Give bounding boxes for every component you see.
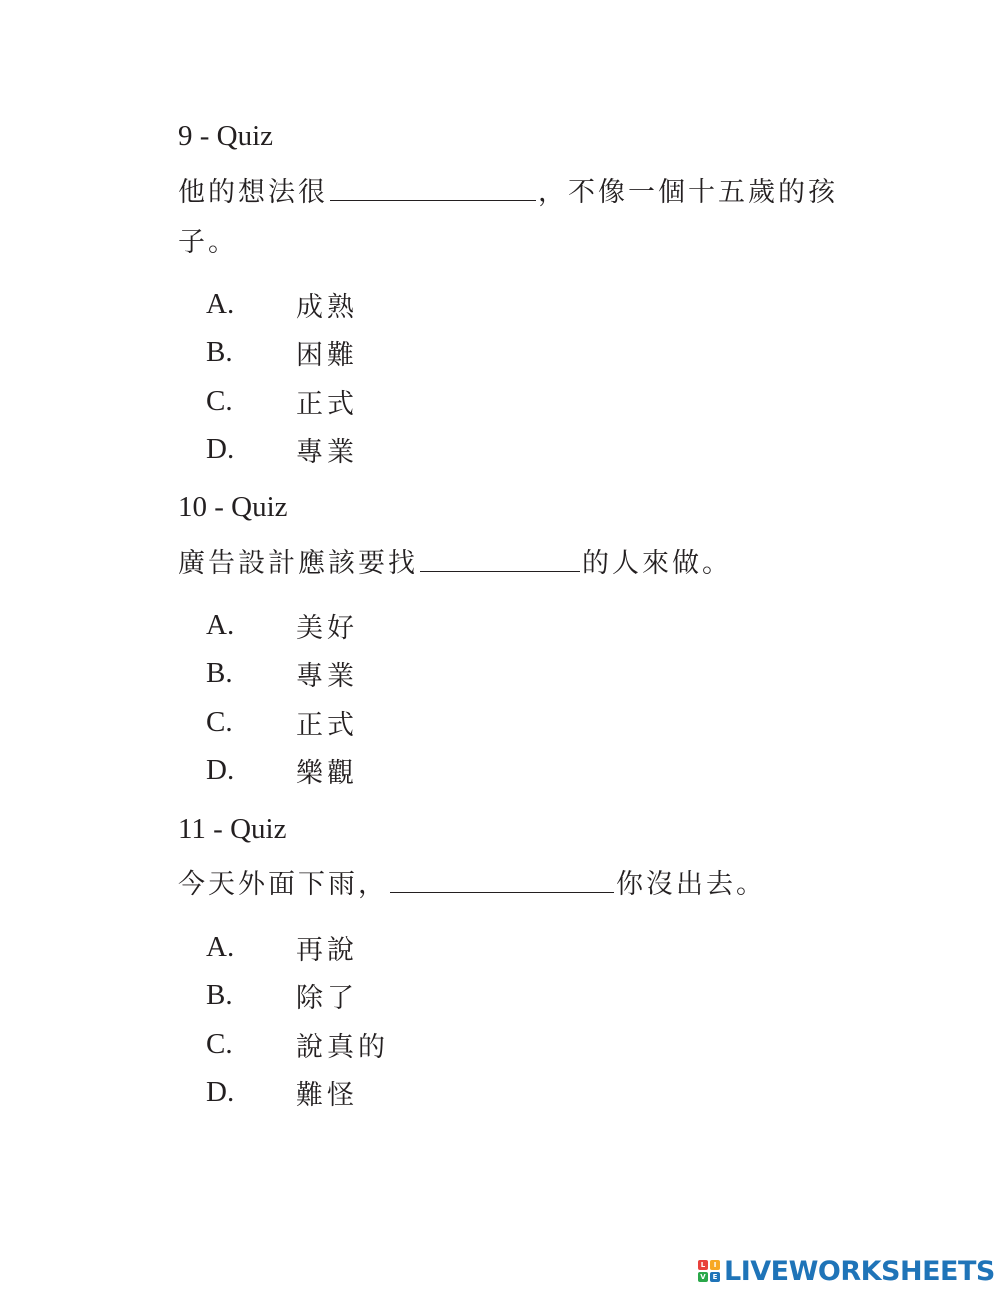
question-10-text — [178, 537, 732, 591]
question-10-option-c[interactable] — [206, 702, 358, 742]
question-10-text-before: 廣告設計應該要找 — [178, 548, 418, 579]
logo-cell-l: L — [698, 1260, 708, 1270]
option-text: 樂觀 — [296, 757, 358, 789]
logo-cell-i: I — [710, 1260, 720, 1270]
liveworksheets-logo-icon — [698, 1260, 720, 1282]
question-9-option-b[interactable] — [206, 332, 358, 372]
question-10-text-after: 的人來做。 — [582, 548, 732, 579]
question-11-text-before: 今天外面下雨， — [178, 869, 388, 900]
liveworksheets-brand — [698, 1256, 995, 1286]
question-11-text-after: 你沒出去。 — [616, 869, 766, 900]
question-11-option-d[interactable] — [206, 1072, 358, 1112]
question-9-text — [178, 166, 838, 220]
question-9-text-after: ，不像一個十五歲的孩 — [538, 177, 838, 208]
question-11-option-b[interactable] — [206, 975, 358, 1015]
question-11-title: 11 - Quiz — [178, 813, 287, 845]
option-text: 難怪 — [296, 1079, 358, 1111]
option-letter: B. — [206, 978, 233, 1011]
question-11-option-a[interactable] — [206, 927, 358, 967]
option-letter: C. — [206, 705, 233, 738]
brand-name: LIVEWORKSHEETS — [724, 1255, 995, 1287]
option-letter: A. — [206, 930, 235, 963]
question-10-option-d[interactable] — [206, 750, 358, 790]
question-10-blank[interactable] — [420, 547, 580, 572]
option-letter: A. — [206, 287, 235, 320]
question-11-option-c[interactable] — [206, 1024, 389, 1064]
option-letter: D. — [206, 1075, 235, 1108]
option-text: 說真的 — [296, 1031, 389, 1063]
logo-cell-v: V — [698, 1272, 708, 1282]
question-9-text-line2: 子。 — [178, 227, 238, 258]
option-letter: B. — [206, 656, 233, 689]
question-10-title: 10 - Quiz — [178, 491, 288, 523]
logo-cell-e: E — [710, 1272, 720, 1282]
option-text: 專業 — [296, 660, 358, 692]
option-text: 困難 — [296, 339, 358, 371]
question-9-option-c[interactable] — [206, 381, 358, 421]
option-text: 除了 — [296, 982, 358, 1014]
question-10-option-a[interactable] — [206, 605, 358, 645]
question-9-option-a[interactable] — [206, 284, 358, 324]
question-11-blank[interactable] — [390, 868, 614, 893]
option-letter: D. — [206, 432, 235, 465]
question-9-title: 9 - Quiz — [178, 120, 274, 152]
option-text: 專業 — [296, 436, 358, 468]
option-letter: A. — [206, 608, 235, 641]
option-letter: C. — [206, 1027, 233, 1060]
option-letter: C. — [206, 384, 233, 417]
question-9-option-d[interactable] — [206, 429, 358, 469]
question-11-text — [178, 858, 766, 912]
question-10-option-b[interactable] — [206, 653, 358, 693]
option-text: 正式 — [296, 709, 358, 741]
option-text: 再說 — [296, 934, 358, 966]
option-text: 正式 — [296, 388, 358, 420]
option-letter: B. — [206, 335, 233, 368]
option-text: 美好 — [296, 612, 358, 644]
option-text: 成熟 — [296, 291, 358, 323]
option-letter: D. — [206, 753, 235, 786]
question-9-blank[interactable] — [330, 176, 536, 201]
question-9-text-before: 他的想法很 — [178, 177, 328, 208]
